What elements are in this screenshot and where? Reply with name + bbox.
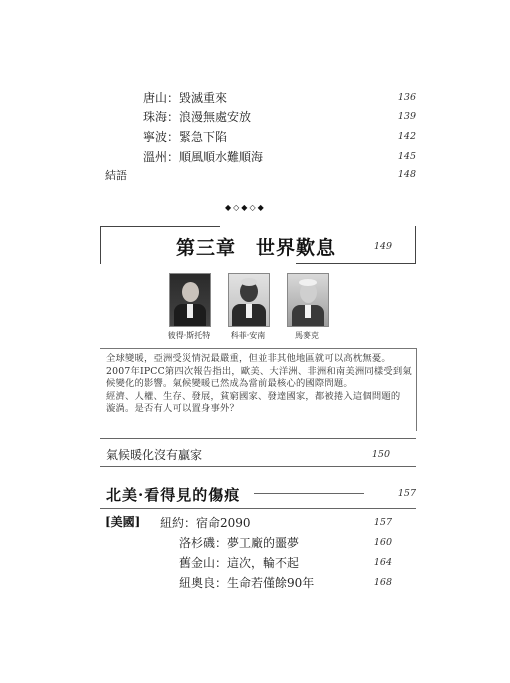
separator-line <box>100 466 416 467</box>
portrait-photo <box>169 273 211 327</box>
portrait-photo <box>228 273 270 327</box>
toc-entry-title: 紐約：宿命2090 <box>160 516 251 530</box>
toc-entry-page: 168 <box>373 577 392 588</box>
portrait-photo <box>287 273 329 327</box>
toc-entry-page: 142 <box>397 131 416 142</box>
toc-entry-page: 164 <box>373 557 392 568</box>
toc-entry-title: 洛杉磯：夢工廠的噩夢 <box>179 536 300 550</box>
toc-entry-page: 139 <box>397 111 416 122</box>
toc-entry-page: 157 <box>373 517 392 528</box>
toc-entry-title: 寧波：緊急下陷 <box>143 130 228 144</box>
conclusion-page: 148 <box>397 169 416 180</box>
toc-entry-title: 唐山：毀滅重來 <box>143 91 228 105</box>
separator-line <box>100 438 416 439</box>
toc-entry-title: 紐奧良：生命若僅餘90年 <box>179 576 315 590</box>
portrait-caption: 彼得·斯托特 <box>167 331 211 340</box>
toc-entry-page: 160 <box>373 537 392 548</box>
chapter-intro <box>106 353 412 416</box>
toc-entry-title: 氣候暖化沒有贏家 <box>106 448 203 462</box>
conclusion-title: 結語 <box>105 169 127 182</box>
chapter-page: 149 <box>373 241 392 252</box>
toc-entry-title: 舊金山：這次，輪不起 <box>179 556 300 570</box>
section-rule <box>254 493 364 494</box>
section-title: 北美·看得見的傷痕 <box>106 486 241 504</box>
chapter-title: 第三章 世界歎息 <box>176 237 337 259</box>
region-tag: [美國] <box>105 515 141 529</box>
portrait-caption: 馬麥克 <box>295 331 319 340</box>
toc-entry-page: 145 <box>397 151 416 162</box>
toc-entry-page: 136 <box>397 92 416 103</box>
intro-line: 2007年IPCC第四次報告指出，歐美、大洋洲、非洲和南美洲同樣受到氣 <box>106 365 412 377</box>
section-page: 157 <box>397 488 416 499</box>
separator-line <box>100 508 416 509</box>
portrait-caption: 科菲·安南 <box>230 331 266 340</box>
toc-entry-title: 溫州：順風順水難順海 <box>143 150 264 164</box>
toc-entry-page: 150 <box>371 449 390 460</box>
intro-line: 經濟、人權、生存、發展，貧窮國家、發達國家，都被捲入這個問題的 <box>106 390 401 402</box>
intro-line: 候變化的影響。氣候變暖已然成為當前最核心的國際問題。 <box>106 378 353 389</box>
intro-line: 漩渦。是否有人可以置身事外？ <box>106 403 239 414</box>
ornament-divider: ◆◇◆◇◆ <box>225 203 266 212</box>
toc-entry-title: 珠海：浪漫無處安放 <box>143 110 252 124</box>
intro-line: 全球變暖，亞洲受災情況最嚴重，但並非其他地區就可以高枕無憂。 <box>106 353 391 364</box>
